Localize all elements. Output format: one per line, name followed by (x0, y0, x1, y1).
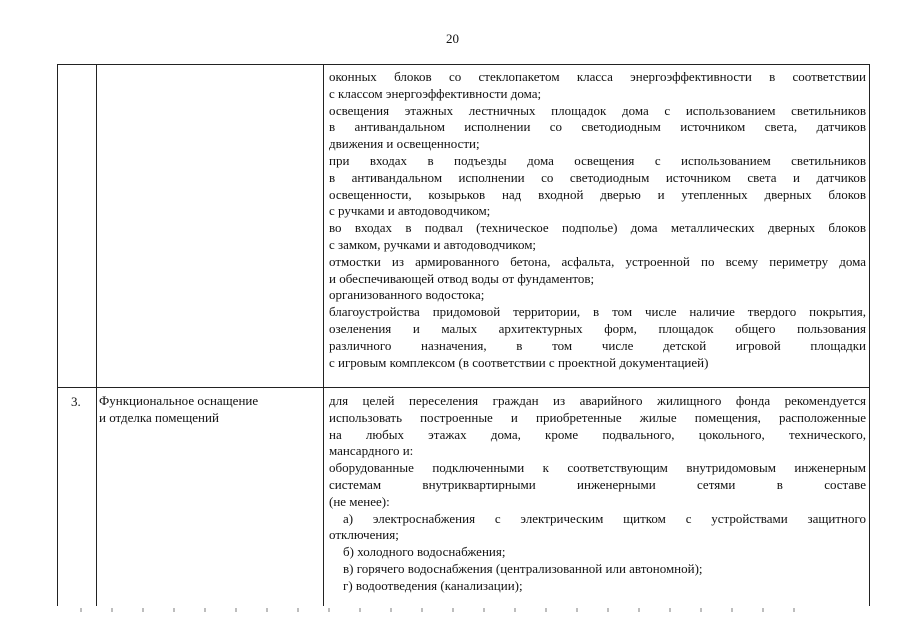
text-line: а) электроснабжения с электрическим щитком с устройствами защитного (343, 510, 866, 526)
text-line: озеленения и малых архитектурных форм, площадок общего пользования (329, 320, 866, 336)
text-line: в антивандальном исполнении со светодиодным источником света, датчиков (329, 119, 866, 135)
text-line: с игровым комплексом (в соответствии с проектной документацией) (329, 354, 709, 370)
text-line: Функциональное оснащение (99, 393, 259, 408)
text-line: и обеспечивающей отвод воды от фундаментов; (329, 270, 595, 286)
text-line: движения и освещенности; (329, 136, 480, 152)
text-line: во входах в подвал (техническое подполье) дома металлических дверных блоков (329, 220, 866, 236)
text-line: в) горячего водоснабжения (централизованной или автономной); (343, 560, 703, 576)
column-divider (96, 65, 97, 606)
text-line: оборудованные подключенными к соответствующим внутридомовым инженерным (329, 460, 866, 476)
row-divider (58, 387, 869, 388)
row-number: 3. (71, 394, 81, 409)
text-line: в антивандальном исполнении со светодиодным источником света и датчиков (329, 169, 866, 185)
text-line: (не менее): (329, 493, 390, 509)
text-line: с ручками и автодоводчиком; (329, 203, 491, 219)
text-line: освещенности, козырьков над входной дверью и утепленных дверных блоков (329, 186, 866, 202)
text-line: различного назначения, в том числе детской игровой площадки (329, 337, 866, 353)
text-line: мансардного и: (329, 443, 414, 459)
text-line: системам внутриквартирными инженерными сетями в составе (329, 476, 866, 492)
text-line: при входах в подъезды дома освещения с использованием светильников (329, 152, 866, 168)
text-line: и отделка помещений (99, 409, 219, 425)
column-divider (323, 65, 324, 606)
text-line: организованного водостока; (329, 287, 485, 303)
text-line: на любых этажах дома, кроме подвального, цокольного, технического, (329, 426, 866, 442)
text-line: г) водоотведения (канализации); (343, 577, 523, 593)
requirements-table (57, 64, 870, 606)
text-line: с классом энергоэффективности дома; (329, 85, 542, 101)
text-line: оконных блоков со стеклопакетом класса энергоэффективности в соответствии (329, 69, 866, 84)
text-line: освещения этажных лестничных площадок дома с использованием светильников (329, 102, 866, 118)
row-title-cell (99, 393, 319, 427)
text-line: использовать построенные и приобретенные жилые помещения, расположенные (329, 409, 866, 425)
page-number: 20 (446, 31, 459, 46)
scan-cutoff-marks (80, 608, 800, 612)
text-line: с замком, ручками и автодоводчиком; (329, 236, 537, 252)
text-line: для целей переселения граждан из аварийного жилищного фонда рекомендуется (329, 393, 866, 408)
text-line: отключения; (329, 527, 399, 543)
row-content-cell (329, 393, 866, 595)
text-line: отмостки из армированного бетона, асфальта, устроенной по всему периметру дома (329, 253, 866, 269)
text-line: благоустройства придомовой территории, в том числе наличие твердого покрытия, (329, 304, 866, 320)
row-content-cell (329, 69, 866, 371)
text-line: б) холодного водоснабжения; (343, 544, 506, 560)
